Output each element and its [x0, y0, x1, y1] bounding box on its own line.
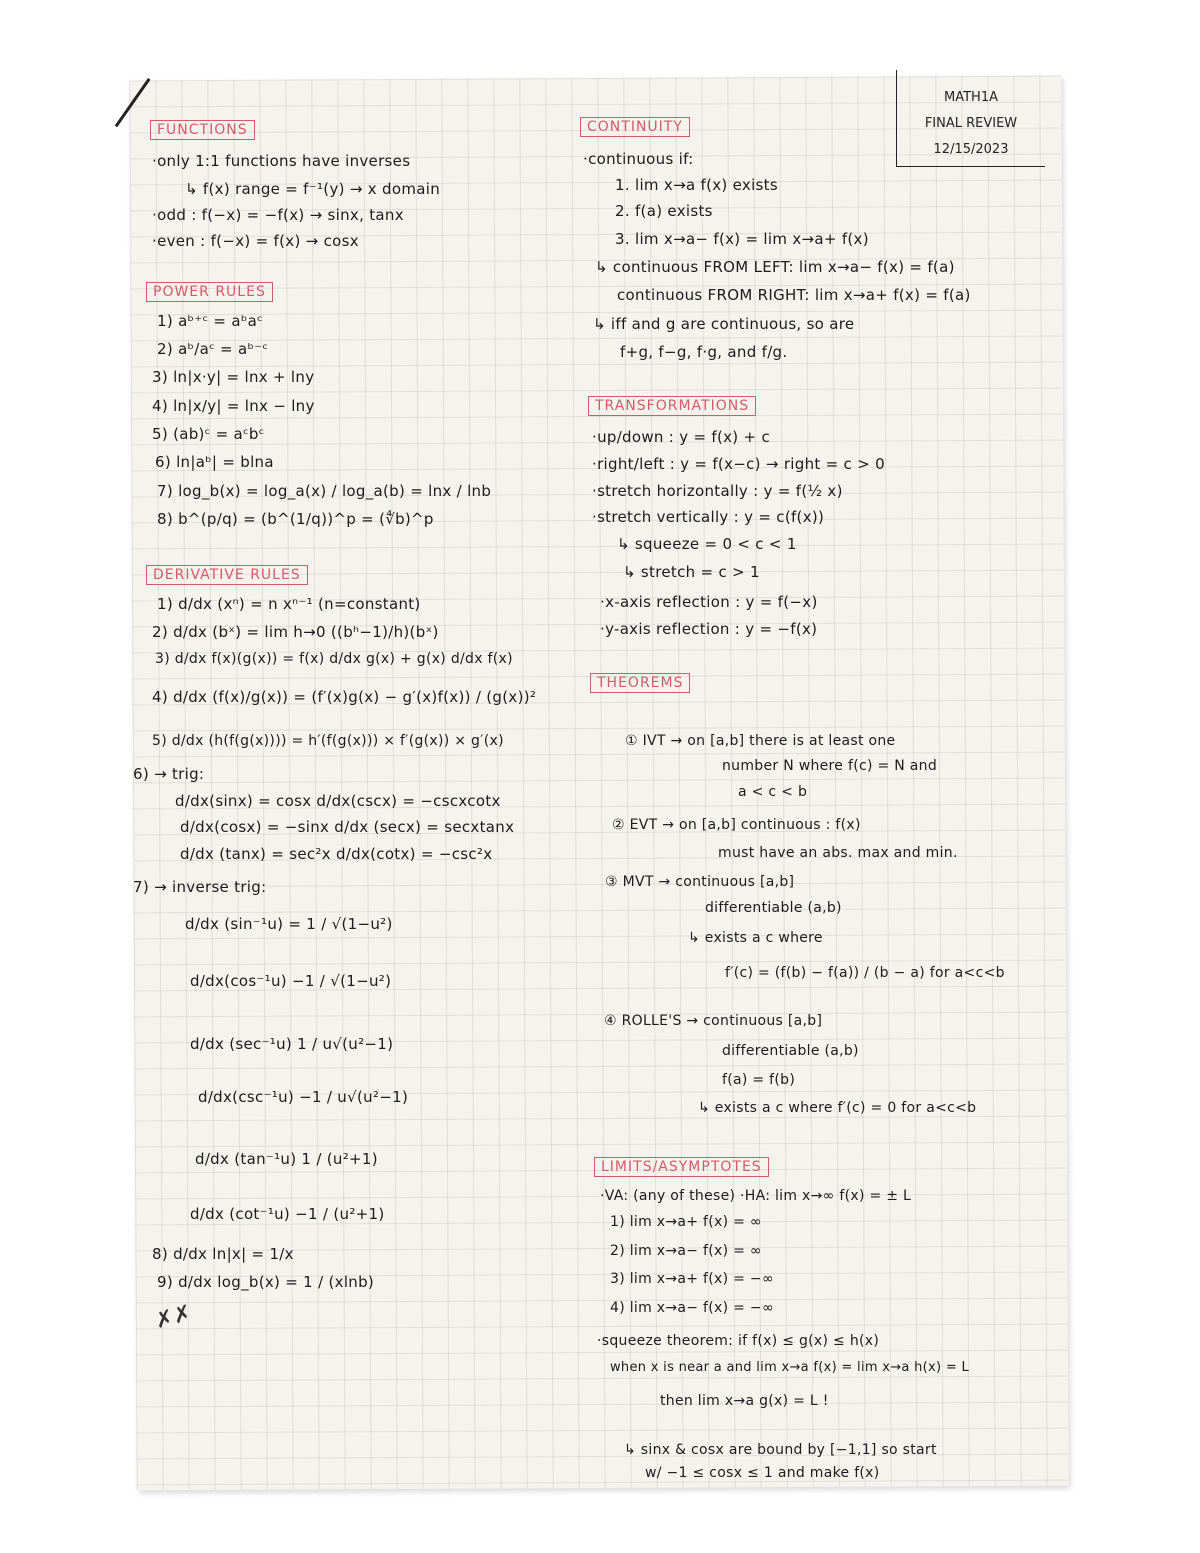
limits-line: 2) lim x→a− f(x) = ∞	[610, 1243, 762, 1259]
transformation-line: ·right/left : y = f(x−c) → right = c > 0	[592, 455, 885, 473]
review-date: 12/15/2023	[933, 142, 1009, 157]
limits-line: 3) lim x→a+ f(x) = −∞	[610, 1271, 774, 1287]
theorem-line: ↳ exists a c where f′(c) = 0 for a<c<b	[698, 1100, 977, 1116]
derivative-rules-heading: DERIVATIVE RULES	[146, 565, 308, 585]
continuity-line: 3. lim x→a− f(x) = lim x→a+ f(x)	[615, 230, 869, 248]
limits-line: 1) lim x→a+ f(x) = ∞	[610, 1214, 762, 1230]
inverse-trig-derivative: d/dx (tan⁻¹u) 1 / (u²+1)	[195, 1150, 378, 1168]
continuity-line: 1. lim x→a f(x) exists	[615, 176, 778, 194]
theorem-line: differentiable (a,b)	[705, 900, 842, 916]
continuity-line: ↳ continuous FROM LEFT: lim x→a− f(x) = f(a)	[595, 258, 955, 276]
derivative-rule: 8) d/dx ln|x| = 1/x	[152, 1245, 294, 1263]
limits-heading: LIMITS/ASYMPTOTES	[594, 1157, 769, 1177]
theorem-line: ④ ROLLE'S → continuous [a,b]	[604, 1013, 823, 1029]
inverse-trig-derivative: d/dx(cos⁻¹u) −1 / √(1−u²)	[190, 972, 392, 990]
limits-line: ↳ sinx & cosx are bound by [−1,1] so start	[624, 1442, 937, 1458]
derivative-rule: 1) d/dx (xⁿ) = n xⁿ⁻¹ (n=constant)	[157, 595, 421, 613]
functions-line: ·even : f(−x) = f(x) → cosx	[152, 232, 359, 250]
power-rule: 4) ln|x/y| = lnx − lny	[152, 397, 315, 415]
limits-line: 4) lim x→a− f(x) = −∞	[610, 1300, 774, 1316]
theorem-line: must have an abs. max and min.	[718, 845, 958, 861]
continuity-line: continuous FROM RIGHT: lim x→a+ f(x) = f(a)	[617, 286, 971, 304]
continuity-line: ·continuous if:	[583, 150, 694, 168]
theorem-line: number N where f(c) = N and	[722, 758, 938, 774]
functions-heading: FUNCTIONS	[150, 120, 255, 140]
inverse-trig-derivative: d/dx(csc⁻¹u) −1 / u√(u²−1)	[198, 1088, 409, 1106]
review-subtitle: FINAL REVIEW	[924, 116, 1018, 131]
theorem-line: ③ MVT → continuous [a,b]	[605, 874, 795, 890]
power-rule: 2) aᵇ/aᶜ = aᵇ⁻ᶜ	[157, 340, 269, 358]
trig-derivatives: d/dx (tanx) = sec²x d/dx(cotx) = −csc²x	[180, 845, 493, 863]
functions-line: ↳ f(x) range = f⁻¹(y) → x domain	[185, 180, 441, 198]
power-rule: 3) ln|x·y| = lnx + lny	[152, 368, 315, 386]
derivative-rule: 9) d/dx log_b(x) = 1 / (xlnb)	[157, 1273, 375, 1291]
power-rule: 5) (ab)ᶜ = aᶜbᶜ	[152, 425, 265, 443]
transformation-line: ·y-axis reflection : y = −f(x)	[600, 620, 818, 638]
continuity-line: f+g, f−g, f·g, and f/g.	[620, 343, 788, 361]
functions-line: ·only 1:1 functions have inverses	[152, 152, 411, 170]
limits-line: w/ −1 ≤ cosx ≤ 1 and make f(x)	[645, 1465, 880, 1481]
functions-line: ·odd : f(−x) = −f(x) → sinx, tanx	[152, 206, 404, 224]
power-rules-heading: POWER RULES	[146, 282, 273, 302]
continuity-line: ↳ iff and g are continuous, so are	[593, 315, 855, 333]
theorem-line: f(a) = f(b)	[722, 1072, 796, 1088]
trig-derivatives: d/dx(cosx) = −sinx d/dx (secx) = secxtanx	[180, 818, 515, 836]
limits-line: when x is near a and lim x→a f(x) = lim x→a h(x) = L	[610, 1360, 970, 1375]
power-rule: 1) aᵇ⁺ᶜ = aᵇaᶜ	[157, 312, 263, 330]
theorem-line: ② EVT → on [a,b] continuous : f(x)	[612, 817, 861, 833]
limits-line: ·VA: (any of these) ·HA: lim x→∞ f(x) = ± L	[600, 1188, 912, 1204]
theorem-line: a < c < b	[738, 784, 808, 800]
derivative-rule: 3) d/dx f(x)(g(x)) = f(x) d/dx g(x) + g(x) d/dx f(x)	[155, 651, 513, 667]
transformation-line: ·stretch horizontally : y = f(½ x)	[592, 482, 843, 500]
derivative-rule: 5) d/dx (h(f(g(x)))) = h′(f(g(x))) × f′(g(x)) × g′(x)	[152, 733, 504, 749]
transformation-line: ↳ stretch = c > 1	[623, 563, 760, 581]
derivative-rule: 7) → inverse trig:	[133, 878, 267, 896]
transformation-line: ·stretch vertically : y = c(f(x))	[592, 508, 825, 526]
power-rule: 6) ln|aᵇ| = blna	[155, 453, 274, 471]
theorem-line: differentiable (a,b)	[722, 1043, 859, 1059]
transformations-heading: TRANSFORMATIONS	[588, 396, 756, 416]
limits-line: ·squeeze theorem: if f(x) ≤ g(x) ≤ h(x)	[597, 1333, 880, 1349]
transformation-line: ·up/down : y = f(x) + c	[592, 428, 771, 446]
scribble-mark: ✗✗	[152, 1300, 195, 1335]
limits-line: then lim x→a g(x) = L !	[660, 1393, 829, 1409]
continuity-heading: CONTINUITY	[580, 117, 690, 137]
inverse-trig-derivative: d/dx (cot⁻¹u) −1 / (u²+1)	[190, 1205, 385, 1223]
trig-derivatives: d/dx(sinx) = cosx d/dx(cscx) = −cscxcotx	[175, 792, 501, 810]
theorem-line: ① IVT → on [a,b] there is at least one	[625, 733, 896, 749]
inverse-trig-derivative: d/dx (sin⁻¹u) = 1 / √(1−u²)	[185, 915, 393, 933]
derivative-rule: 2) d/dx (bˣ) = lim h→0 ((bʰ−1)/h)(bˣ)	[152, 623, 439, 641]
title-box	[896, 70, 1045, 167]
transformation-line: ↳ squeeze = 0 < c < 1	[617, 535, 797, 553]
power-rule: 8) b^(p/q) = (b^(1/q))^p = (∜b)^p	[157, 510, 434, 528]
theorem-line: f′(c) = (f(b) − f(a)) / (b − a) for a<c<b	[725, 965, 1005, 981]
course-title: MATH1A	[944, 90, 998, 105]
derivative-rule: 4) d/dx (f(x)/g(x)) = (f′(x)g(x) − g′(x)f(x)) / (g(x))²	[152, 688, 537, 706]
derivative-rule: 6) → trig:	[133, 765, 205, 783]
theorems-heading: THEOREMS	[590, 673, 690, 693]
power-rule: 7) log_b(x) = log_a(x) / log_a(b) = lnx / lnb	[157, 482, 492, 500]
continuity-line: 2. f(a) exists	[615, 202, 713, 220]
theorem-line: ↳ exists a c where	[688, 930, 823, 946]
inverse-trig-derivative: d/dx (sec⁻¹u) 1 / u√(u²−1)	[190, 1035, 394, 1053]
transformation-line: ·x-axis reflection : y = f(−x)	[600, 593, 818, 611]
